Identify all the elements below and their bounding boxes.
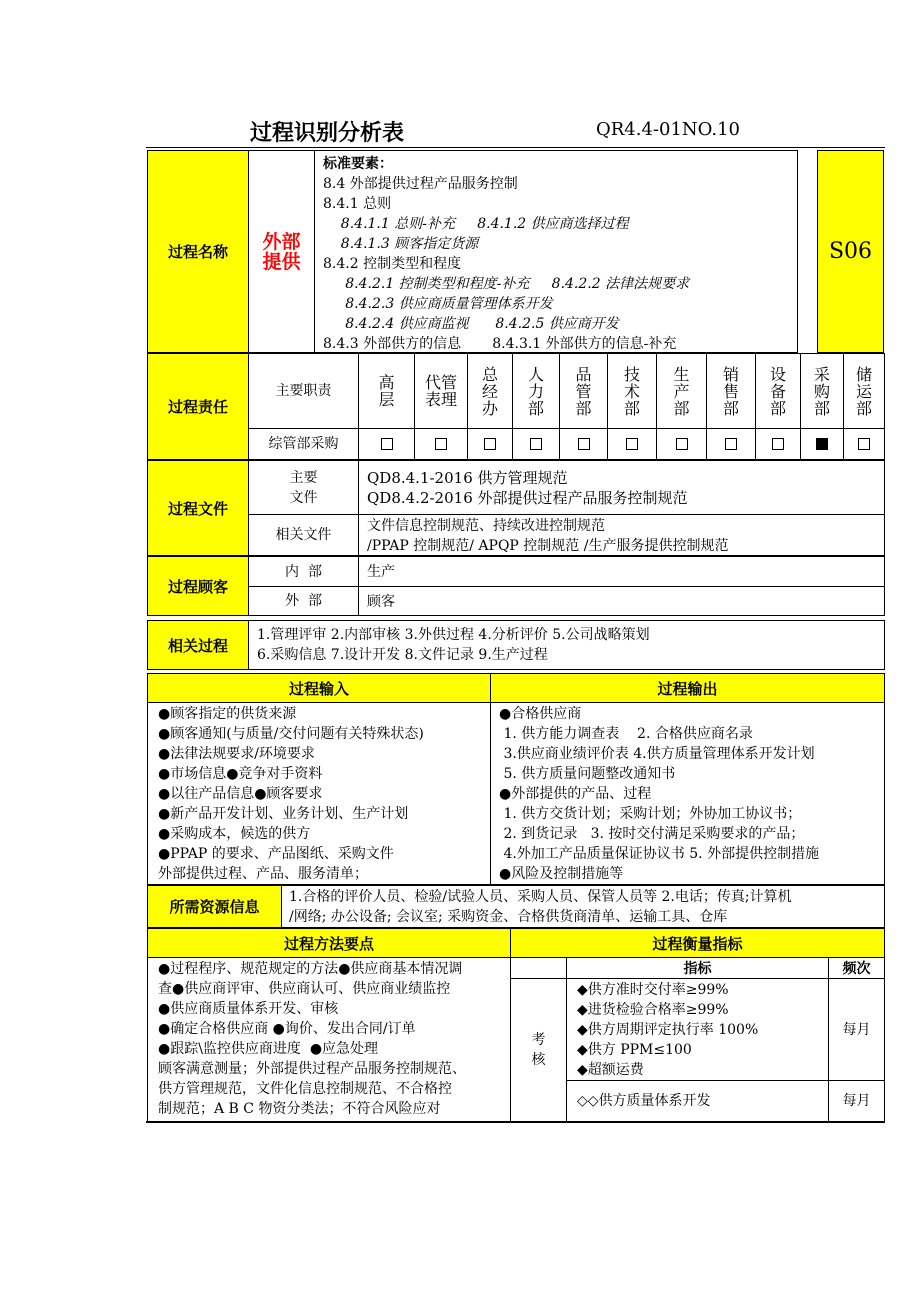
measure-row-label-text: 考 核 [531,1032,546,1068]
department-header [414,353,468,429]
department-check-cell [559,428,608,460]
department-name: 设 备 部 [769,364,786,418]
department-name: 销 售 部 [722,364,739,418]
standard-line: 标准要素： [323,156,393,172]
input-item: ●采购成本，候选的供方 [158,826,311,842]
process-name: 外部 提供 [262,230,301,273]
department-header [656,353,707,429]
resources-line-1: 1.合格的评价人员、检验/试验人员、采购人员、保管人员等 2.电话；传真;计算机 [289,889,792,905]
department-header [467,353,513,429]
main-docs-label [248,460,359,515]
measure-list [577,980,828,1080]
department-check-cell [755,428,801,460]
department-check-cell [467,428,513,460]
department-check-cell [843,428,885,460]
top-border [146,147,885,148]
resources-cell [281,885,885,928]
input-item: ●顾客指定的供货来源 [158,706,297,722]
department-check-cell [358,428,415,460]
input-list [158,704,490,884]
output-item: ●合格供应商 [499,706,582,722]
checkbox[interactable] [772,438,784,450]
checkbox[interactable] [484,438,496,450]
standard-line: 8.4.1.3 顾客指定货源 [323,236,479,252]
main-doc-2: QD8.4.2-2016 外部提供过程产品服务控制规范 [367,489,688,507]
input-item: ●顾客通知(与质量/交付问题有关特殊状态) [158,726,424,742]
related-process-cell [248,620,885,670]
process-name-label: 过程名称 [147,150,249,353]
output-item: 1. 供方交货计划；采购计划；外协加工协议书； [499,806,802,822]
output-header: 过程输出 [490,673,885,703]
method-cell [147,957,511,1122]
department-header [755,353,801,429]
output-item: 4.外加工产品质量保证协议书 5. 外部提供控制措施 [499,846,820,862]
output-item: ●外部提供的产品、过程 [499,786,652,802]
input-header: 过程输入 [147,673,491,703]
input-item: ●新产品开发计划、业务计划、生产计划 [158,806,409,822]
standard-line: 8.4.3 外部供方的信息 8.4.3.1 外部供方的信息-补充 [323,336,677,352]
department-name: 代管 表理 [424,373,457,409]
measure-item: ◆超额运费 [577,1062,644,1078]
method-item: ●确定合格供应商 ●询价、发出合同/订单 [158,1021,416,1037]
input-item: ●以往产品信息●顾客要求 [158,786,323,802]
standard-line: 8.4.1.1 总则-补充 8.4.1.2 供应商选择过程 [323,216,629,232]
main-doc-1: QD8.4.1-2016 供方管理规范 [367,469,568,487]
duty-label: 主要职责 [248,353,359,429]
related-doc-2: /PPAP 控制规范/ APQP 控制规范 /生产服务提供控制规范 [367,538,729,554]
related-process-1: 1.管理评审 2.内部审核 3.外供过程 4.分析评价 5.公司战略策划 [257,627,650,643]
measure-row-label [510,978,567,1122]
checkbox[interactable] [578,438,590,450]
measure-col-index: 指标 [566,957,829,979]
department-check-cell [800,428,844,460]
standard-line: 8.4.2.4 供应商监视 8.4.2.5 供应商开发 [323,316,619,332]
department-check-cell [656,428,707,460]
standard-line: 8.4 外部提供过程产品服务控制 [323,176,518,192]
internal-customer: 生产 [358,556,885,587]
department-header [843,353,885,429]
measure-row1 [566,978,829,1081]
standard-line: 8.4.2.3 供应商质量管理体系开发 [323,296,553,312]
department-check-cell [414,428,468,460]
department-name: 生 产 部 [673,364,690,418]
input-cell [147,702,491,885]
method-item: ●过程程序、规范规定的方法●供应商基本情况调 [158,961,463,977]
checkbox[interactable] [626,438,638,450]
measure-item: ◆供方周期评定执行率 100% [577,1022,759,1038]
code-box: S06 [817,150,884,353]
output-item: 1. 供方能力调查表 2. 合格供应商名录 [499,726,753,742]
measure-blank [510,957,567,979]
department-name: 采 购 部 [813,364,830,418]
related-docs-label: 相关文件 [248,514,359,556]
method-item: ●跟踪\监控供应商进度 ●应急处理 [158,1041,379,1057]
method-item: 制规范；A B C 物资分类法；不符合风险应对 [158,1101,441,1117]
standard-elements-cell [314,150,798,353]
output-item: 5. 供方质量问题整改通知书 [499,766,676,782]
measure-item: ◆进货检验合格率≥99% [577,1002,729,1018]
responsibility-label: 过程责任 [147,353,249,460]
standard-line: 8.4.2 控制类型和程度 [323,256,462,272]
department-header [607,353,657,429]
standard-line: 8.4.2.1 控制类型和程度-补充 8.4.2.2 法律法规要求 [323,276,690,292]
department-header [559,353,608,429]
external-label: 外 部 [248,586,359,616]
output-list [499,704,884,884]
department-name: 高 层 [378,373,395,409]
checkbox[interactable] [381,438,393,450]
input-item: 外部提供过程、产品、服务清单； [158,866,368,882]
department-name: 技 术 部 [623,364,640,418]
output-item: 3.供应商业绩评价表 4.供方质量管理体系开发计划 [499,746,815,762]
input-item: ●法律法规要求/环境要求 [158,746,315,762]
department-name: 储 运 部 [855,364,872,418]
responsibility-row-label: 综管部采购 [248,428,359,460]
standard-line: 8.4.1 总则 [323,196,392,212]
external-customer: 顾客 [358,586,885,616]
measure-header: 过程衡量指标 [510,928,885,958]
documents-label: 过程文件 [147,460,249,556]
document-title: 过程识别分析表 [250,121,405,146]
department-check-cell [706,428,756,460]
measure-row2-freq: 每月 [828,1080,885,1122]
measure-row1-freq: 每月 [828,978,885,1081]
department-check-cell [512,428,560,460]
department-header [512,353,560,429]
resources-label: 所需资源信息 [147,885,282,928]
department-check-cell [607,428,657,460]
related-process-label: 相关过程 [147,620,249,670]
standard-elements-list [323,154,797,354]
method-item: 查●供应商评审、供应商认可、供应商业绩监控 [158,981,451,997]
resources-line-2: /网络; 办公设备; 会议室; 采购资金、合格供货商清单、运输工具、仓库 [289,909,728,925]
checkbox[interactable] [435,438,447,450]
measure-row2: ◇◇供方质量体系开发 [566,1080,829,1122]
checkbox[interactable] [676,438,688,450]
department-header [706,353,756,429]
department-name: 总 经 办 [481,364,498,418]
method-item: 顾客满意测量；外部提供过程产品服务控制规范、 [158,1061,466,1077]
method-header: 过程方法要点 [147,928,511,958]
measure-item: ◆供方 PPM≤100 [577,1042,692,1058]
document-code: QR4.4-01NO.10 [596,119,740,140]
output-item: 2. 到货记录 3. 按时交付满足采购要求的产品； [499,826,805,842]
method-list [158,959,510,1119]
checkbox[interactable] [816,438,828,450]
department-header [358,353,415,429]
output-cell [490,702,885,885]
input-item: ●PPAP 的要求、产品图纸、采购文件 [158,846,394,862]
related-doc-1: 文件信息控制规范、持续改进控制规范 [367,518,605,534]
process-name-cell [248,150,315,353]
related-docs-cell [358,514,885,556]
checkbox[interactable] [858,438,870,450]
checkbox[interactable] [725,438,737,450]
internal-label: 内 部 [248,556,359,587]
related-process-2: 6.采购信息 7.设计开发 8.文件记录 9.生产过程 [257,647,548,663]
department-name: 人 力 部 [527,364,544,418]
department-header [800,353,844,429]
measure-item: ◆供方准时交付率≥99% [577,982,729,998]
input-item: ●市场信息●竞争对手资料 [158,766,323,782]
main-docs-cell [358,460,885,515]
method-item: 供方管理规范，文件化信息控制规范、不合格控 [158,1081,452,1097]
main-docs-label-text: 主要 文件 [289,469,318,506]
checkbox[interactable] [530,438,542,450]
customers-label: 过程顾客 [147,556,249,616]
bottom-border [146,1121,885,1123]
measure-col-freq: 频次 [828,957,885,979]
method-item: ●供应商质量体系开发、审核 [158,1001,339,1017]
department-name: 品 管 部 [575,364,592,418]
output-item: ●风险及控制措施等 [499,866,624,882]
